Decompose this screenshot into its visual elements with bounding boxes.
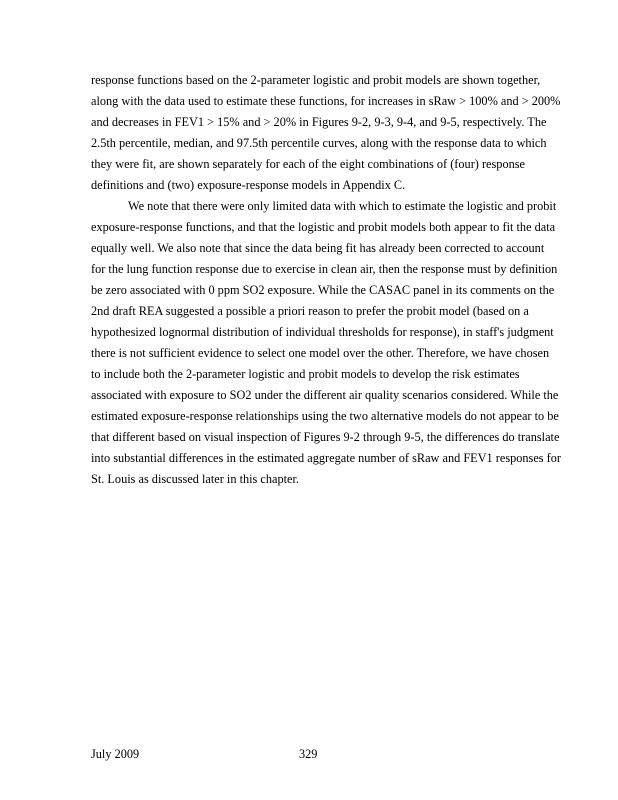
paragraph: We note that there were only limited data with which to estimate the logistic and probit exposure-response functions, and that the logistic and probit models both appear to fit the data equally well. We also note that since the data being fit has already been corrected to account for the lung function response due to exercise in clean air, then the response must by definition be zero associated with 0 ppm SO2 exposure. While the CASAC panel in its comments on the 2nd draft REA suggested a possible a priori reason to prefer the probit model (based on a hypothesized lognormal distribution of individual thresholds for response), in staff's judgment there is not sufficient evidence to select one model over the other. Therefore, we have chosen to include both the 2-parameter logistic and probit models to develop the risk estimates associated with exposure to SO2 under the different air quality scenarios considered. While the estimated exposure-response relationships using the two alternative models do not appear to be that different based on visual inspection of Figures 9-2 through 9-5, the differences do translate into substantial differences in the estimated aggregate number of sRaw and FEV1 responses for St. Louis as discussed later in this chapter. [91, 199, 562, 486]
page-number: 329 [299, 747, 318, 761]
body-text [91, 70, 561, 490]
paragraph: response functions based on the 2-parameter logistic and probit models are shown together, along with the data used to estimate these functions, for increases in sRaw > 100% and > 200% and decreases in FEV1 > 15% and > 20% in Figures 9-2, 9-3, 9-4, and 9-5, respectively. The 2.5th percentile, median, and 97.5th percentile curves, along with the response data to which they were fit, are shown separately for each of the eight combinations of (four) response definitions and (two) exposure-response models in Appendix C. [91, 73, 561, 192]
footer-date: July 2009 [91, 747, 140, 761]
